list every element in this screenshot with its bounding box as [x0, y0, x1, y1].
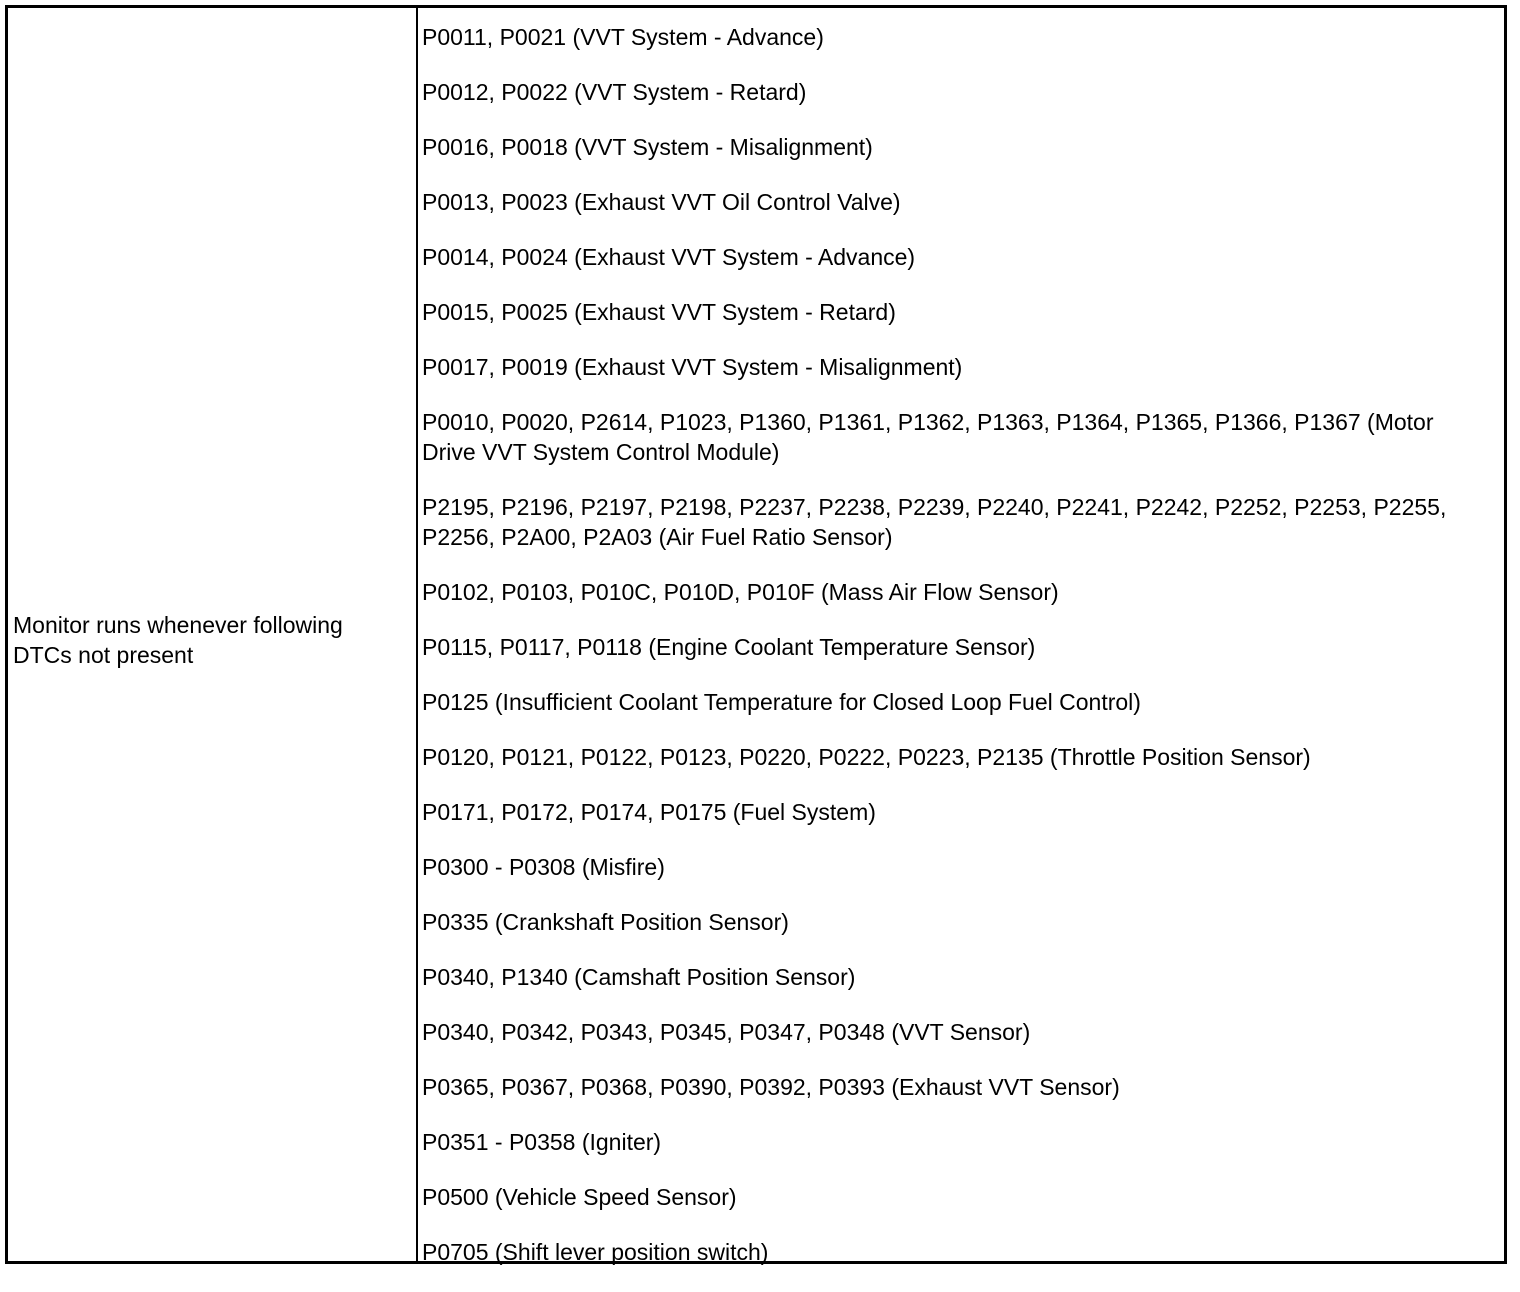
dtc-group: P0705 (Shift lever position switch)	[422, 1239, 769, 1265]
dtc-group: P2195, P2196, P2197, P2198, P2237, P2238, P2239, P2240, P2241, P2242, P2252, P2253, P2255, P2256, P2A00, P2A03 (Air Fuel Ratio Sensor)	[422, 494, 1447, 550]
dtc-group: P0340, P0342, P0343, P0345, P0347, P0348 (VVT Sensor)	[422, 1019, 1031, 1045]
column-divider	[416, 8, 418, 1261]
dtc-group: P0014, P0024 (Exhaust VVT System - Advance)	[422, 244, 916, 270]
dtc-group: P0017, P0019 (Exhaust VVT System - Misalignment)	[422, 354, 963, 380]
dtc-group: P0125 (Insufficient Coolant Temperature for Closed Loop Fuel Control)	[422, 689, 1141, 715]
dtc-group: P0351 - P0358 (Igniter)	[422, 1129, 662, 1155]
dtc-group: P0120, P0121, P0122, P0123, P0220, P0222, P0223, P2135 (Throttle Position Sensor)	[422, 744, 1311, 770]
dtc-group: P0300 - P0308 (Misfire)	[422, 854, 665, 880]
dtc-group: P0171, P0172, P0174, P0175 (Fuel System)	[422, 799, 876, 825]
dtc-list	[422, 22, 1492, 1292]
dtc-group: P0010, P0020, P2614, P1023, P1360, P1361, P1362, P1363, P1364, P1365, P1366, P1367 (Motor Drive VVT System Control Module)	[422, 409, 1434, 465]
dtc-group: P0340, P1340 (Camshaft Position Sensor)	[422, 964, 856, 990]
dtc-group: P0335 (Crankshaft Position Sensor)	[422, 909, 789, 935]
dtc-group: P0012, P0022 (VVT System - Retard)	[422, 79, 807, 105]
dtc-group: P0102, P0103, P010C, P010D, P010F (Mass Air Flow Sensor)	[422, 579, 1059, 605]
dtc-table	[5, 5, 1507, 1264]
dtc-group: P0115, P0117, P0118 (Engine Coolant Temperature Sensor)	[422, 634, 1036, 660]
dtc-group: P0015, P0025 (Exhaust VVT System - Retard)	[422, 299, 896, 325]
dtc-group: P0013, P0023 (Exhaust VVT Oil Control Valve)	[422, 189, 901, 215]
dtc-group: P0500 (Vehicle Speed Sensor)	[422, 1184, 737, 1210]
condition-label: Monitor runs whenever following DTCs not present	[13, 612, 343, 668]
dtc-group: P0011, P0021 (VVT System - Advance)	[422, 24, 824, 50]
dtc-group: P0365, P0367, P0368, P0390, P0392, P0393 (Exhaust VVT Sensor)	[422, 1074, 1120, 1100]
dtc-group: P0016, P0018 (VVT System - Misalignment)	[422, 134, 873, 160]
